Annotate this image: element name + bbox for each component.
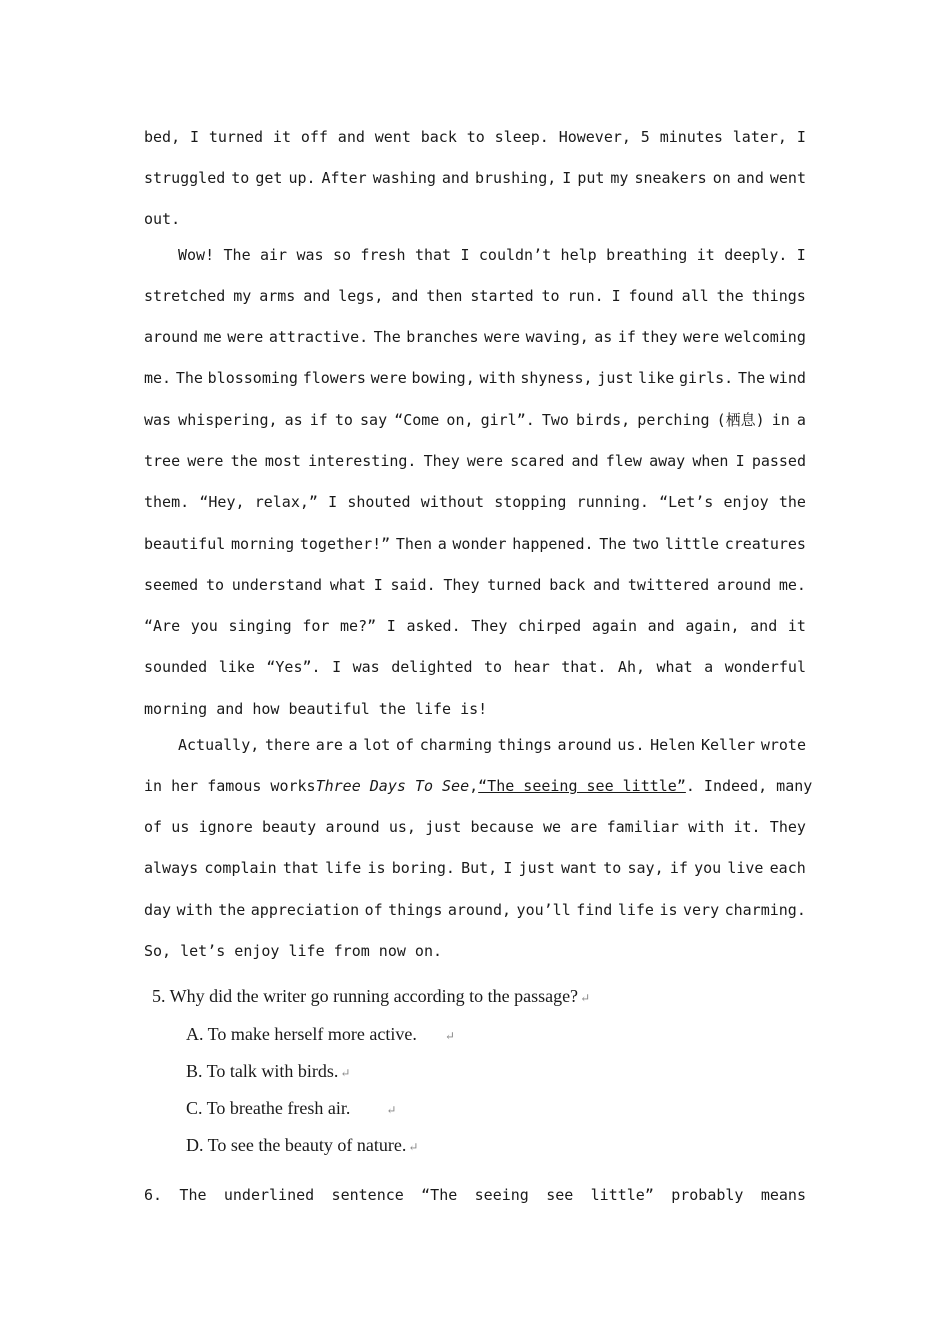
word: “Come [394,411,440,429]
word: I [796,246,806,264]
word: life [617,901,654,919]
word: I [796,128,806,146]
word: again, [685,617,740,635]
word: in [771,411,790,429]
passage-line [144,900,806,920]
word: appreciation [250,901,360,919]
word: welcoming [724,328,806,346]
option-b[interactable]: B. To talk with birds. ↵ [186,1061,351,1081]
word: up. [288,169,316,187]
word: charming [419,736,492,754]
word: my [610,169,629,187]
word: relax,” [254,493,318,511]
passage-line: out. [144,210,181,228]
word: we [543,818,562,836]
word: twittered [627,576,710,594]
word: find [576,901,613,919]
return-mark-icon: ↵ [386,1103,397,1117]
word: perching [637,411,710,429]
word: and [736,169,764,187]
word: that [282,859,319,877]
word: to [541,287,560,305]
word: just [597,369,634,387]
passage-line [144,575,806,595]
option-a[interactable]: A. To make herself more active. ↵ [186,1024,455,1044]
option-c[interactable]: C. To breathe fresh air. ↵ [186,1098,397,1118]
word: familiar [606,818,679,836]
word: it [272,128,291,146]
word: I [735,452,745,470]
word: are [315,736,343,754]
word: of [364,901,383,919]
word: was [352,658,380,676]
word: 5 [640,128,650,146]
word: back [420,128,457,146]
word: air [260,246,288,264]
word: creatures [724,535,806,553]
word: said. [390,576,436,594]
word: sounded [144,658,208,676]
word: struggled [144,169,226,187]
word: very [682,901,720,919]
word: They [443,576,480,594]
word: and [593,576,621,594]
word: of [144,818,163,836]
underlined-quote: “The seeing see little” [478,777,686,795]
word: as [594,328,613,346]
word: They [423,452,460,470]
word: all [681,287,709,305]
word: things [388,901,443,919]
word: wind [769,369,806,387]
word: I [611,287,621,305]
word: wonderful [724,658,806,676]
word: to [205,576,224,594]
word: morning [230,535,295,553]
word: life [325,859,362,877]
word: for [302,617,330,635]
passage-line [144,327,806,347]
return-mark-icon: ↵ [408,1140,419,1154]
word: whispering, [178,411,278,429]
word: a [437,535,447,553]
passage-line [144,817,806,837]
return-mark-icon: ↵ [340,1066,351,1080]
word: put [577,169,605,187]
word: ignore [198,818,253,836]
word: the [218,901,246,919]
word: and [750,617,778,635]
word: Ah, [617,658,646,676]
word: birds, [576,411,631,429]
word: sentence [331,1186,404,1204]
word: to [484,658,503,676]
word: lot [363,736,391,754]
word: The [223,246,251,264]
word: fresh [360,246,406,264]
word: get [255,169,283,187]
word: as [284,411,303,429]
word: The [175,369,203,387]
word: brushing, [475,169,557,187]
word: However, [558,128,631,146]
word: sneakers [634,169,707,187]
word: day [144,901,172,919]
word: beautiful [144,535,226,553]
word: run. [567,287,604,305]
passage-line: morning and how beautiful the life is! [144,700,488,718]
word: a [704,658,714,676]
word: arms [259,287,296,305]
word: the [716,287,744,305]
question-stem: 5. Why did the writer go running according to the passage? ↵ [152,986,591,1006]
word: interesting. [308,452,417,470]
word: flew [605,452,642,470]
word: us [171,818,190,836]
word: were [466,452,504,470]
word: couldn’t [478,246,552,264]
word: Wow! [178,246,215,264]
word: were [682,328,720,346]
word: underlined [223,1186,315,1204]
word: a [348,736,358,754]
word: wrote [760,736,806,754]
word: to [466,128,485,146]
word: understand [231,576,323,594]
word: back [549,576,586,594]
word: were [227,328,264,346]
word: started [470,287,534,305]
word: most [264,452,301,470]
word: seeing [474,1186,529,1204]
word: shyness, [520,369,593,387]
word: of [396,736,415,754]
word: there [264,736,311,754]
word: I [503,859,513,877]
word: I [328,493,338,511]
passage-line [178,735,806,755]
word: blossoming [207,369,298,387]
return-mark-icon: ↵ [444,1029,455,1043]
word: you [694,859,722,877]
word: and [647,617,675,635]
book-title: Three Days To See, [315,777,479,795]
word: I [373,576,383,594]
word: it. [733,818,761,836]
word: them. [144,493,190,511]
passage-line [144,451,806,471]
word: sleep. [494,128,549,146]
word: went [769,169,806,187]
word: shouted [347,493,411,511]
word: on [712,169,731,187]
word: passed [751,452,806,470]
word: just [518,859,555,877]
word: Keller [700,736,756,754]
word: I [189,128,200,146]
word: see [546,1186,574,1204]
passage-line: So, let’s enjoy life from now on. [144,942,443,960]
word: around [325,818,380,836]
word: things [497,736,552,754]
word: just [425,818,462,836]
word: me. [144,369,172,387]
word: After [321,169,367,187]
word: tree [144,452,181,470]
word: me [203,328,222,346]
word: hear [513,658,550,676]
word: legs, [338,287,384,305]
word: asked. [406,617,461,635]
word: because [470,818,534,836]
word: if [669,859,688,877]
passage-line [144,492,806,512]
word: breathing [606,246,688,264]
word: chirped [518,617,582,635]
word: seemed [144,576,199,594]
word: They [769,818,806,836]
word: was [144,411,172,429]
passage-line [144,858,806,878]
word: little [664,535,719,553]
word: I [332,658,342,676]
word: so [332,246,352,264]
word: to [334,411,353,429]
word: are [570,818,598,836]
word: Then [395,535,432,553]
passage-line [144,368,806,388]
word: two [632,535,660,553]
word: and [337,128,365,146]
word: like [638,369,675,387]
passage-line [144,534,806,554]
word: us, [388,818,416,836]
word: little” [590,1186,654,1204]
word: and [441,169,469,187]
word: things [751,287,806,305]
word: with [479,369,516,387]
passage-text: in her famous works [144,777,316,795]
word: together!” [299,535,391,553]
word: singing [228,617,292,635]
word: delighted [391,658,473,676]
word: each [769,859,806,877]
word: it [696,246,715,264]
word: stopping [494,493,567,511]
word: the [230,452,258,470]
word: if [617,328,636,346]
word: 6. [144,1186,163,1204]
word: beauty [262,818,317,836]
word: to [603,859,622,877]
word: they [641,328,678,346]
word: I [386,617,396,635]
option-d[interactable]: D. To see the beauty of nature. ↵ [186,1135,419,1155]
word: happened. [512,535,594,553]
word: what [656,658,693,676]
word: with [688,818,725,836]
word: (栖息) [716,411,765,429]
word: say [360,411,388,429]
word: say, [627,859,664,877]
word: enjoy [723,493,769,511]
word: Two [541,411,569,429]
passage-line [144,127,806,147]
word: without [420,493,485,511]
word: girl”. [480,411,535,429]
word: attractive. [268,328,369,346]
word: The [179,1186,207,1204]
word: us. [617,736,645,754]
passage-line [144,286,806,306]
word: was [296,246,324,264]
word: boring. [391,859,455,877]
word: and [571,452,599,470]
word: The [599,535,627,553]
word: branches [406,328,479,346]
passage-line-with-underline [144,776,813,796]
word: and [391,287,419,305]
word: a [796,411,806,429]
word: want [560,859,598,877]
word: to [231,169,250,187]
word: “Let’s [659,493,714,511]
word: later, [732,128,787,146]
passage-line [144,410,806,430]
word: if [309,411,328,429]
question-6-stem [144,1185,806,1205]
word: around, [447,901,512,919]
word: “Hey, [199,493,245,511]
passage-line [144,616,806,636]
word: live [727,859,764,877]
word: and [303,287,331,305]
word: that. [561,658,607,676]
word: the [778,493,806,511]
passage-text: . Indeed, many [685,777,813,795]
word: me. [778,576,806,594]
word: around [557,736,612,754]
word: again [591,617,637,635]
word: were [370,369,407,387]
word: found [628,287,674,305]
word: me?” [340,617,377,635]
word: But, [461,859,498,877]
word: turned [487,576,542,594]
word: on, [446,411,474,429]
word: Actually, [178,736,260,754]
word: my [233,287,252,305]
word: charming. [724,901,806,919]
word: waving, [525,328,589,346]
word: wonder [452,535,507,553]
word: Helen [650,736,696,754]
word: then [426,287,463,305]
word: help [560,246,597,264]
word: what [329,576,366,594]
word: “Yes”. [266,658,321,676]
word: They [471,617,508,635]
return-mark-icon: ↵ [580,991,591,1005]
word: means [760,1186,806,1204]
word: is [659,901,678,919]
passage-line [144,657,806,677]
word: scared [510,452,565,470]
word: deeply. [724,246,788,264]
word: bed, [144,128,181,146]
word: away [649,452,686,470]
word: is [367,859,386,877]
word: that [414,246,452,264]
word: washing [372,169,436,187]
passage-line [178,245,806,265]
word: were [483,328,521,346]
word: went [374,128,411,146]
passage-line [144,168,806,188]
word: I [562,169,572,187]
word: probably [671,1186,744,1204]
word: I [460,246,470,264]
word: you [190,617,218,635]
word: The [737,369,766,387]
word: off [300,128,328,146]
word: always [144,859,199,877]
word: running. [576,493,649,511]
word: complain [204,859,277,877]
word: flowers [302,369,366,387]
word: “The [421,1186,458,1204]
word: stretched [144,287,226,305]
word: minutes [659,128,723,146]
word: bowing, [411,369,475,387]
word: turned [208,128,264,146]
word: you’ll [516,901,571,919]
word: it [787,617,806,635]
word: when [692,452,729,470]
word: were [187,452,224,470]
word: around [144,328,199,346]
word: around [716,576,772,594]
word: girls. [679,369,734,387]
word: The [373,328,401,346]
word: “Are [144,617,181,635]
word: with [176,901,213,919]
word: like [218,658,255,676]
